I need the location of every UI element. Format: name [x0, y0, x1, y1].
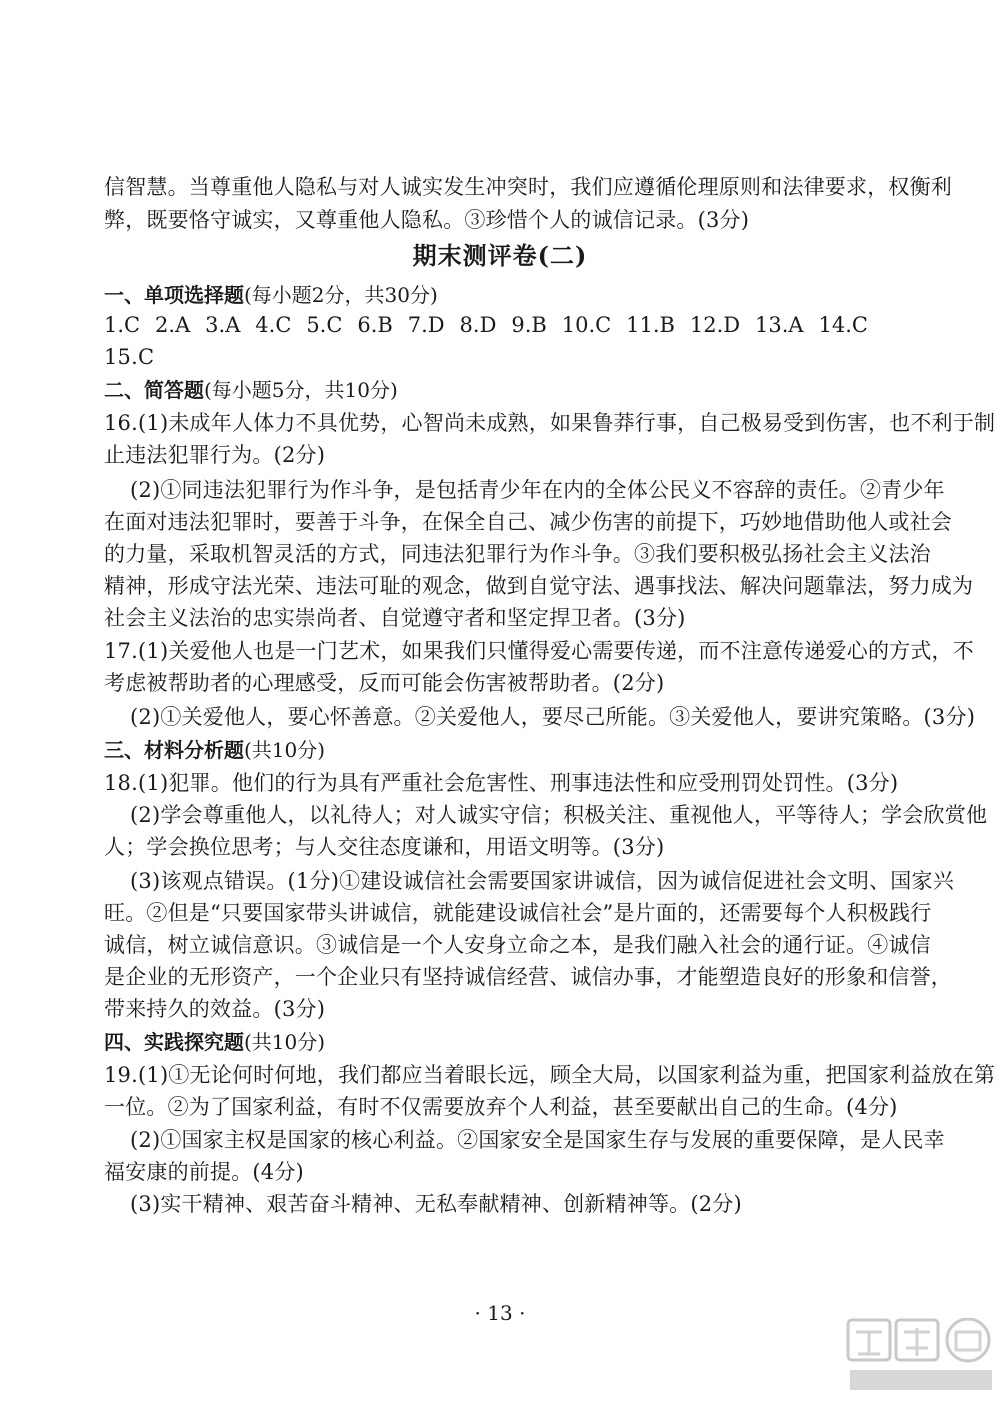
mc-answer: 5.C	[306, 313, 343, 337]
q19-line-1: 19.(1)①无论何时何地，我们都应当着眼长远，顾全大局，以国家利益为重，把国家利益放在第	[104, 1063, 996, 1087]
q16-line-3: (2)①同违法犯罪行为作斗争，是包括青少年在内的全体公民义不容辞的责任。②青少年	[130, 478, 945, 502]
mc-answer-15: 15.C	[104, 345, 155, 369]
mc-answer: 1.C	[104, 313, 141, 337]
watermark-logo	[846, 1318, 996, 1410]
mc-answer: 10.C	[561, 313, 612, 337]
q17-line-3: (2)①关爱他人，要心怀善意。②关爱他人，要尽己所能。③关爱他人，要讲究策略。(3分)	[130, 705, 976, 729]
q16-line-6: 精神，形成守法光荣、违法可耻的观念，做到自觉守法、遇事找法、解决问题靠法，努力成为	[104, 574, 974, 598]
mc-answer: 14.C	[818, 313, 868, 337]
mc-answer-row	[104, 310, 868, 340]
q16-line-2: 止违法犯罪行为。(2分)	[104, 443, 326, 467]
watermark-stroke	[856, 1332, 882, 1354]
section-heading-single-choice	[104, 280, 438, 310]
section-heading-material-analysis	[104, 735, 325, 765]
intro-line-1: 信智慧。当尊重他人隐私与对人诚实发生冲突时，我们应遵循伦理原则和法律要求，权衡利	[104, 175, 952, 199]
q18-line-4: (3)该观点错误。(1分)①建设诚信社会需要国家讲诚信，因为诚信促进社会文明、国家兴	[130, 869, 954, 893]
section-title: 三、材料分析题	[104, 738, 244, 762]
mc-answer: 8.D	[459, 313, 497, 337]
page-title: 期末测评卷(二)	[412, 241, 588, 270]
mc-answer: 3.A	[205, 313, 241, 337]
q18-line-3: 人；学会换位思考；与人交往态度谦和，用语文明等。(3分)	[104, 835, 665, 859]
mc-answer: 9.B	[511, 313, 547, 337]
intro-line-2: 弊，既要恪守诚实，又尊重他人隐私。③珍惜个人的诚信记录。(3分)	[104, 208, 750, 232]
q19-line-3: (2)①国家主权是国家的核心利益。②国家安全是国家生存与发展的重要保障，是人民幸	[130, 1128, 945, 1152]
mc-answer: 11.B	[626, 313, 675, 337]
page-number: · 13 ·	[474, 1301, 526, 1325]
mc-answer: 2.A	[155, 313, 191, 337]
section-title: 四、实践探究题	[104, 1030, 244, 1054]
q17-line-2: 考虑被帮助者的心理感受，反而可能会伤害被帮助者。(2分)	[104, 671, 665, 695]
watermark-stroke	[956, 1332, 980, 1350]
mc-answer: 6.B	[357, 313, 393, 337]
section-heading-short-answer	[104, 375, 398, 405]
section-note: (每小题2分，共30分)	[244, 283, 438, 307]
mc-answer: 12.D	[689, 313, 741, 337]
mc-answer: 7.D	[407, 313, 445, 337]
section-note: (每小题5分，共10分)	[204, 378, 398, 402]
q18-line-8: 带来持久的效益。(3分)	[104, 997, 326, 1021]
mc-answer: 13.A	[755, 313, 804, 337]
q19-line-4: 福安康的前提。(4分)	[104, 1160, 304, 1184]
section-title: 一、单项选择题	[104, 283, 244, 307]
section-note: (共10分)	[244, 738, 326, 762]
q18-line-5: 旺。②但是“只要国家带头讲诚信，就能建设诚信社会”是片面的，还需要每个人积极践行	[104, 901, 932, 925]
q16-line-5: 的力量，采取机智灵活的方式，同违法犯罪行为作斗争。③我们要积极弘扬社会主义法治	[104, 542, 931, 566]
q17-line-1: 17.(1)关爱他人也是一门艺术，如果我们只懂得爱心需要传递，而不注意传递爱心的方式，不	[104, 639, 974, 663]
q19-line-2: 一位。②为了国家利益，有时不仅需要放弃个人利益，甚至要献出自己的生命。(4分)	[104, 1095, 898, 1119]
q18-line-2: (2)学会尊重他人，以礼待人；对人诚实守信；积极关注、重视他人，平等待人；学会欣赏他	[130, 803, 988, 827]
q16-line-1: 16.(1)未成年人体力不具优势，心智尚未成熟，如果鲁莽行事，自己极易受到伤害，也不利于制	[104, 411, 996, 435]
section-heading-practice-inquiry	[104, 1027, 325, 1057]
q16-line-4: 在面对违法犯罪时，要善于斗争，在保全自己、减少伤害的前提下，巧妙地借助他人或社会	[104, 510, 952, 534]
q18-line-6: 诚信，树立诚信意识。③诚信是一个人安身立命之本，是我们融入社会的通行证。④诚信	[104, 933, 931, 957]
watermark-stroke	[904, 1328, 930, 1356]
section-note: (共10分)	[244, 1030, 326, 1054]
q16-line-7: 社会主义法治的忠实崇尚者、自觉遵守者和坚定捍卫者。(3分)	[104, 606, 686, 630]
section-title: 二、简答题	[104, 378, 204, 402]
mc-answer: 4.C	[255, 313, 292, 337]
watermark-circle	[947, 1319, 989, 1361]
q19-line-5: (3)实干精神、艰苦奋斗精神、无私奉献精神、创新精神等。(2分)	[130, 1192, 742, 1216]
q18-line-1: 18.(1)犯罪。他们的行为具有严重社会危害性、刑事违法性和应受刑罚处罚性。(3分)	[104, 771, 899, 795]
q18-line-7: 是企业的无形资产，一个企业只有坚持诚信经营、诚信办事，才能塑造良好的形象和信誉，	[104, 965, 952, 989]
